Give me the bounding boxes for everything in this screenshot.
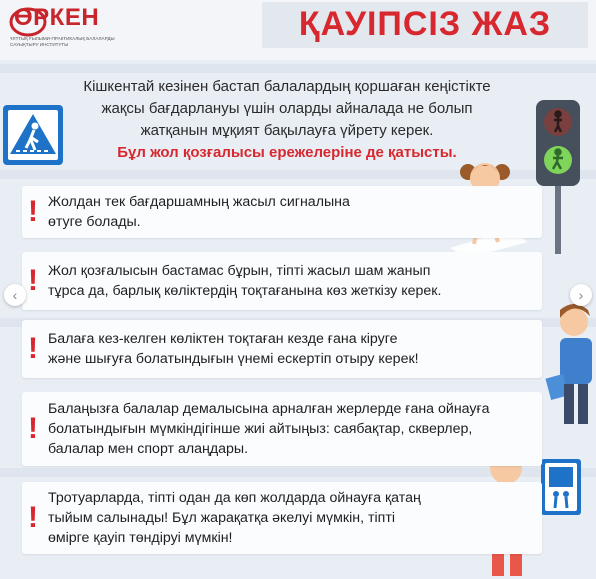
exclamation-icon: ! [28, 501, 38, 534]
rule-card [22, 252, 542, 310]
rule-line: Балаңызға балалар демалысына арналған жерлерде ғана ойнауға [48, 401, 490, 417]
rule-line: болатындығын мүмкіндігінше жиі айтыңыз: саябақтар, скверлер, [48, 421, 473, 437]
rule-text [48, 192, 538, 232]
exclamation-icon: ! [28, 264, 38, 297]
rule-line: тұрса да, барлық көліктердің тоқтағанына көз жеткізу керек. [48, 283, 442, 299]
rule-line: тыйым салынады! Бұл жарақатқа әкелуі мүмкін, тіпті [48, 510, 395, 526]
rule-text [48, 399, 538, 459]
rule-line: өмірге қауіп төндіруі мүмкін! [48, 530, 233, 546]
rule-line: Тротуарларда, тіпті одан да көп жолдарда ойнауға қатаң [48, 490, 421, 506]
page-title: ҚАУІПСІЗ ЖАЗ [298, 5, 552, 43]
exclamation-icon: ! [28, 412, 38, 445]
carousel-prev-button[interactable]: ‹ [4, 284, 26, 306]
rule-text [48, 261, 538, 301]
exclamation-icon: ! [28, 332, 38, 365]
rule-card [22, 392, 542, 466]
rule-text [48, 329, 538, 369]
rule-line: және шығуға болатындығын үнемі ескертіп отыру керек! [48, 351, 419, 367]
rule-card [22, 482, 542, 554]
rule-line: Жол қозғалысын бастамас бұрын, тіпті жасыл шам жанып [48, 263, 431, 279]
rule-card [22, 320, 542, 378]
intro-highlight: Бұл жол қозғалысы ережелеріне де қатысты. [117, 144, 457, 161]
title-box [262, 2, 588, 48]
rule-line: Жолдан тек бағдаршамның жасыл сигналына [48, 194, 350, 210]
logo-subtitle: ҰЛТТЫҚ ҒЫЛЫМИ-ПРАКТИКАЛЫҚ БАЛАЛАРДЫ САУЫҚТЫРУ ИНСТИТУТЫ [10, 36, 115, 47]
rule-text [48, 488, 538, 548]
boy-with-backpack-illustration [540, 296, 596, 430]
rule-line: Балаға кез-келген көліктен тоқтаған кезде ғана кіруге [48, 331, 398, 347]
carousel-next-button[interactable]: › [570, 284, 592, 306]
exclamation-icon: ! [28, 195, 38, 228]
rule-line: өтуге болады. [48, 214, 141, 230]
orken-logo [8, 4, 128, 60]
intro-line-3: жатқанын мұқият бақылауға үйрету керек. [140, 122, 434, 139]
pedestrian-zone-sign-icon [540, 458, 582, 516]
logo-brand: ӨРКЕН [14, 4, 100, 31]
intro-line-1: Кішкентай кезінен бастап балалардың қоршаған кеңістікте [83, 78, 491, 95]
rule-line: балалар мен спорт алаңдары. [48, 441, 249, 457]
rule-card [22, 186, 542, 238]
intro-line-2: жақсы бағдарлануы үшін оларды айналада не болып [101, 100, 473, 117]
